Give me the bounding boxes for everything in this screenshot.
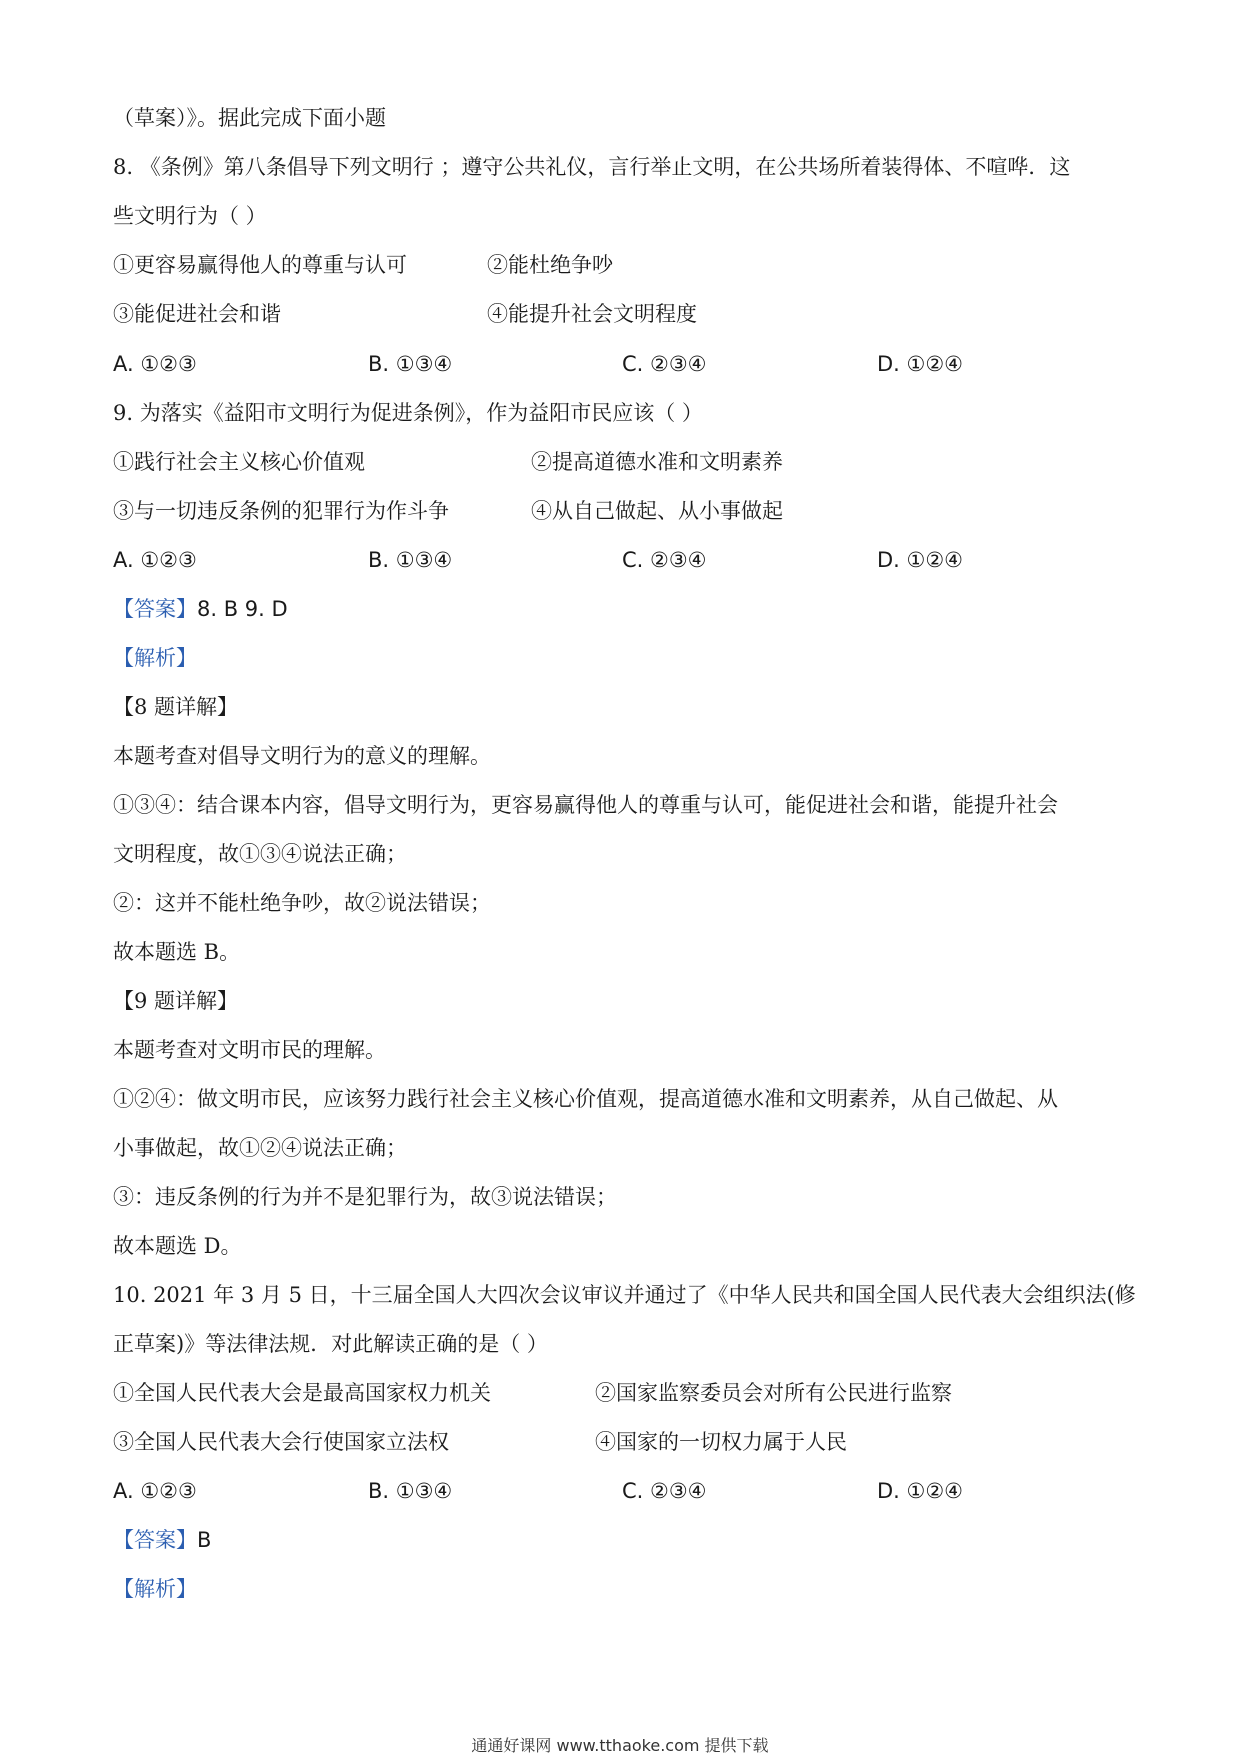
q9-option-c: C. ②③④ — [622, 548, 707, 572]
q8-detail-line-4: ②：这并不能杜绝争吵，故②说法错误； — [113, 891, 491, 915]
answer-text-2: B — [197, 1528, 212, 1552]
q10-stem-line-2: 正草案)》等法律法规．对此解读正确的是（ ） — [113, 1332, 548, 1356]
q8-option-b: B. ①③④ — [368, 352, 453, 376]
q8-option-a: A. ①②③ — [113, 352, 197, 376]
q9-option-d: D. ①②④ — [877, 548, 963, 572]
analysis-tag: 【解析】 — [113, 646, 197, 670]
q10-statement-1: ①全国人民代表大会是最高国家权力机关 — [113, 1381, 491, 1405]
q9-detail-line-4: ③：违反条例的行为并不是犯罪行为，故③说法错误； — [113, 1185, 617, 1209]
q8-detail-line-3: 文明程度，故①③④说法正确； — [113, 842, 407, 866]
answer-line-2 — [113, 1530, 211, 1551]
q9-detail-line-3: 小事做起，故①②④说法正确； — [113, 1136, 407, 1160]
q10-option-d: D. ①②④ — [877, 1479, 963, 1503]
q9-detail-line-2: ①②④：做文明市民，应该努力践行社会主义核心价值观，提高道德水准和文明素养，从自己做起、从 — [113, 1087, 1058, 1111]
intro-line: （草案）》。据此完成下面小题 — [113, 106, 386, 130]
q8-detail-title: 【8 题详解】 — [113, 695, 239, 719]
q10-option-b: B. ①③④ — [368, 1479, 453, 1503]
q9-statement-1: ①践行社会主义核心价值观 — [113, 450, 365, 474]
q10-option-a: A. ①②③ — [113, 1479, 197, 1503]
q8-option-c: C. ②③④ — [622, 352, 707, 376]
q8-statement-3: ③能促进社会和谐 — [113, 302, 281, 326]
q9-detail-line-1: 本题考查对文明市民的理解。 — [113, 1038, 386, 1062]
q9-statement-2: ②提高道德水准和文明素养 — [531, 450, 783, 474]
q9-statement-3: ③与一切违反条例的犯罪行为作斗争 — [113, 499, 449, 523]
q9-stem-line: 9. 为落实《益阳市文明行为促进条例》，作为益阳市民应该（ ） — [113, 401, 703, 425]
analysis-tag-2: 【解析】 — [113, 1577, 197, 1601]
q10-statement-3: ③全国人民代表大会行使国家立法权 — [113, 1430, 449, 1454]
answer-tag-2: 【答案】 — [113, 1528, 197, 1552]
q8-detail-line-1: 本题考查对倡导文明行为的意义的理解。 — [113, 744, 491, 768]
answer-text: 8. B 9. D — [197, 597, 288, 621]
q10-stem-line-1: 10. 2021 年 3 月 5 日，十三届全国人大四次会议审议并通过了《中华人民共和国全国人民代表大会组织法(修 — [113, 1283, 1136, 1307]
q8-statement-2: ②能杜绝争吵 — [487, 253, 613, 277]
q8-stem-line-2: 些文明行为（ ） — [113, 204, 267, 228]
q8-stem-line-1: 8. 《条例》第八条倡导下列文明行 ；遵守公共礼仪，言行举止文明，在公共场所着装得体、不喧哗．这 — [113, 155, 1071, 179]
page-footer: 通通好课网 www.tthaoke.com 提供下载 — [471, 1736, 769, 1755]
q8-statement-4: ④能提升社会文明程度 — [487, 302, 697, 326]
q9-option-a: A. ①②③ — [113, 548, 197, 572]
q8-detail-line-2: ①③④：结合课本内容，倡导文明行为，更容易赢得他人的尊重与认可，能促进社会和谐，能提升社会 — [113, 793, 1058, 817]
q10-statement-4: ④国家的一切权力属于人民 — [595, 1430, 847, 1454]
q8-detail-line-5: 故本题选 B。 — [113, 940, 241, 964]
q9-option-b: B. ①③④ — [368, 548, 453, 572]
answer-line-1 — [113, 599, 288, 620]
q8-statement-1: ①更容易赢得他人的尊重与认可 — [113, 253, 407, 277]
q9-detail-line-5: 故本题选 D。 — [113, 1234, 242, 1258]
q8-option-d: D. ①②④ — [877, 352, 963, 376]
answer-tag: 【答案】 — [113, 597, 197, 621]
q9-detail-title: 【9 题详解】 — [113, 989, 239, 1013]
q9-statement-4: ④从自己做起、从小事做起 — [531, 499, 783, 523]
q10-option-c: C. ②③④ — [622, 1479, 707, 1503]
q10-statement-2: ②国家监察委员会对所有公民进行监察 — [595, 1381, 952, 1405]
